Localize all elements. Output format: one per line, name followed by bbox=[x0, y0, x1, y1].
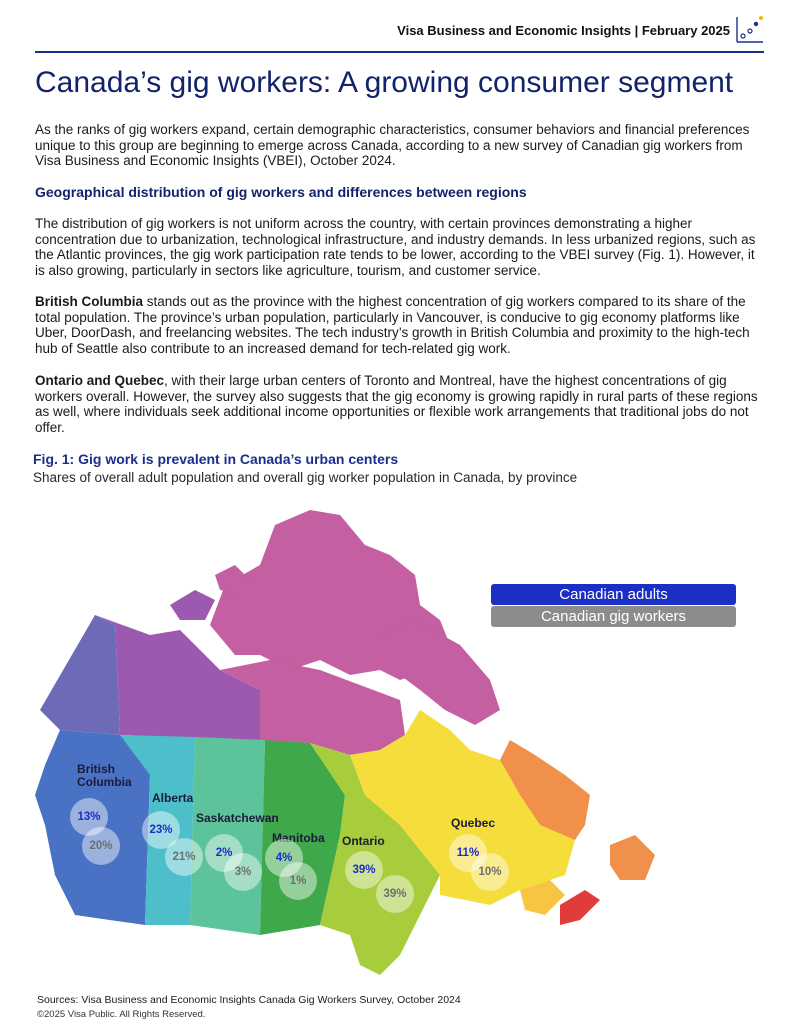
small-island-west bbox=[170, 590, 215, 620]
ontario-quebec-paragraph bbox=[35, 373, 760, 436]
yukon bbox=[40, 615, 120, 735]
figure-subtitle: Shares of overall adult population and overall gig worker population in Canada, by province bbox=[33, 470, 578, 485]
bubble-gig-quebec: 10% bbox=[471, 853, 509, 891]
bubble-adults-quebec: 11% bbox=[449, 834, 487, 872]
province-label-manitoba: Manitoba bbox=[272, 831, 325, 845]
bubble-gig-british-columbia: 20% bbox=[82, 827, 120, 865]
dot-chart-icon bbox=[734, 15, 764, 45]
bubble-gig-saskatchewan: 3% bbox=[224, 853, 262, 891]
header-label: Visa Business and Economic Insights | February 2025 bbox=[397, 23, 730, 38]
bubble-adults-british-columbia: 13% bbox=[70, 798, 108, 836]
header-divider bbox=[35, 51, 764, 53]
figure-title: Fig. 1: Gig work is prevalent in Canada’s urban centers bbox=[33, 451, 399, 467]
section-heading: Geographical distribution of gig workers and differences between regions bbox=[35, 184, 527, 200]
ontario-quebec-lead: Ontario and Quebec bbox=[35, 373, 165, 388]
bubble-adults-manitoba: 4% bbox=[265, 839, 303, 877]
province-label-ontario: Ontario bbox=[342, 834, 385, 848]
legend-canadian-gig-workers: Canadian gig workers bbox=[491, 606, 736, 627]
british-columbia-lead: British Columbia bbox=[35, 294, 144, 309]
intro-paragraph: As the ranks of gig workers expand, certain demographic characteristics, consumer behaviors and financial preferences unique to this group are beginning to emerge across Canada, according to a new survey of Canadian gig workers from Visa Business and Economic Insights (VBEI), October 2024. bbox=[35, 122, 750, 169]
newfoundland-island bbox=[610, 835, 655, 880]
footer-copyright: ©2025 Visa Public. All Rights Reserved. bbox=[37, 1009, 206, 1020]
bubble-adults-ontario: 39% bbox=[345, 851, 383, 889]
british-columbia-text: stands out as the province with the highest concentration of gig workers compared to its share of the total population. The province’s urban population, particularly in Vancouver, is conducive to gig economy platforms like Uber, DoorDash, and freelancing websites. The tech industry’s growth in British Columbia and proximity to the high-tech hub of Seattle also contribute to an increased demand for tech-related gig work. bbox=[35, 294, 750, 357]
page-title: Canada’s gig workers: A growing consumer segment bbox=[35, 66, 734, 99]
nova-scotia-region bbox=[560, 890, 600, 925]
legend-canadian-adults: Canadian adults bbox=[491, 584, 736, 605]
distribution-paragraph: The distribution of gig workers is not uniform across the country, with certain provinces demonstrating a higher concentration due to urbanization, technological infrastructure, and industry demands. In less urbanized regions, such as the Atlantic provinces, the gig work participation rate tends to be lower, according to the VBEI survey (Fig. 1). However, it is also growing, particularly in sectors like agriculture, tourism, and customer service. bbox=[35, 216, 756, 279]
bubble-gig-manitoba: 1% bbox=[279, 862, 317, 900]
british-columbia-paragraph bbox=[35, 294, 760, 357]
province-label-alberta: Alberta bbox=[152, 791, 194, 805]
province-label-line: Columbia bbox=[77, 775, 132, 789]
bubble-gig-ontario: 39% bbox=[376, 875, 414, 913]
province-label-saskatchewan: Saskatchewan bbox=[196, 811, 279, 825]
bubble-adults-saskatchewan: 2% bbox=[205, 834, 243, 872]
footer-source: Sources: Visa Business and Economic Insights Canada Gig Workers Survey, October 2024 bbox=[37, 994, 461, 1006]
bubble-adults-alberta: 23% bbox=[142, 811, 180, 849]
bubble-gig-alberta: 21% bbox=[165, 838, 203, 876]
ontario-quebec-text: , with their large urban centers of Toronto and Montreal, have the highest concentrations of gig workers overall. However, the survey also suggests that the gig economy is growing rapidly in rural parts of these regions as well, where individuals seek additional income opportunities or flexible work arrangements that traditional jobs do not offer. bbox=[35, 373, 758, 436]
canada-map bbox=[20, 495, 750, 1000]
province-label-british-columbia bbox=[77, 763, 132, 789]
province-label-quebec: Quebec bbox=[451, 816, 496, 830]
province-label-line: British bbox=[77, 762, 116, 776]
